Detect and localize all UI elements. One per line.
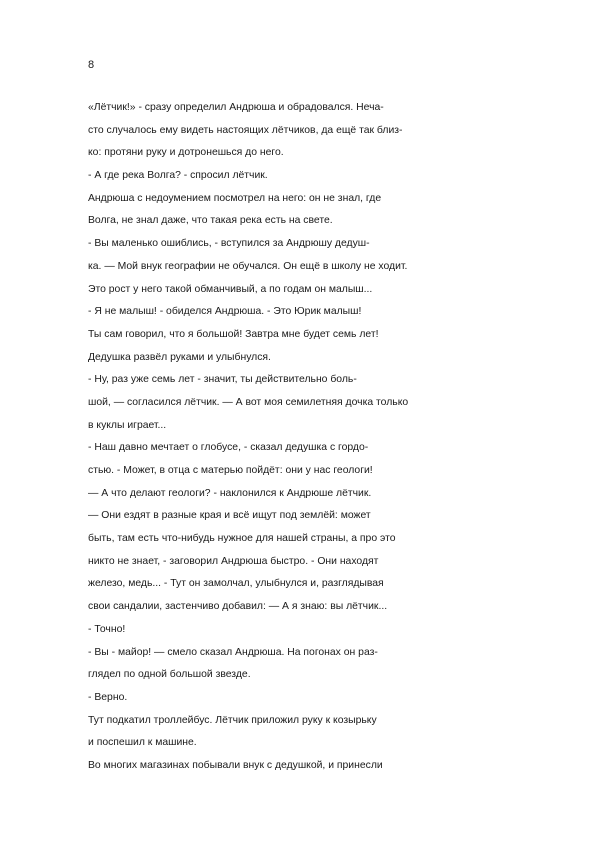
text-line: Во многих магазинах побывали внук с дедушкой, и принесли xyxy=(88,759,383,771)
body-text xyxy=(88,97,528,778)
text-line: ка. — Мой внук географии не обучался. Он ещё в школу не ходит. xyxy=(88,260,408,272)
page-number: 8 xyxy=(88,59,95,71)
text-line: Волга, не знал даже, что такая река есть на свете. xyxy=(88,215,333,227)
text-line: стью. - Может, в отца с матерью пойдёт: они у нас геологи! xyxy=(88,465,373,476)
text-line: железо, медь... - Тут он замолчал, улыбнулся и, разглядывая xyxy=(88,578,384,590)
text-line: сто случалось ему видеть настоящих лётчиков, да ещё так близ- xyxy=(88,124,403,136)
text-line: Тут подкатил троллейбус. Лётчик приложил руку к козырьку xyxy=(88,714,377,726)
text-line: - А где река Волга? - спросил лётчик. xyxy=(88,170,268,182)
text-line: — Они ездят в разные края и всё ищут под землёй: может xyxy=(88,510,371,522)
text-line: «Лётчик!» - сразу определил Андрюша и обрадовался. Неча- xyxy=(88,102,384,113)
text-line: - Ну, раз уже семь лет - значит, ты действительно боль- xyxy=(88,374,357,386)
text-line: глядел по одной большой звезде. xyxy=(88,669,251,681)
text-line: быть, там есть что-нибудь нужное для нашей страны, а про это xyxy=(88,533,396,545)
text-line: Дедушка развёл руками и улыбнулся. xyxy=(88,351,271,363)
text-line: Это рост у него такой обманчивый, а по годам он малыш... xyxy=(88,283,373,295)
text-line: - Наш давно мечтает о глобусе, - сказал дедушка с гордо- xyxy=(88,442,369,454)
text-line: Андрюша с недоумением посмотрел на него: он не знал, где xyxy=(88,192,382,204)
text-line: - Точно! xyxy=(88,623,126,635)
text-line: никто не знает, - заговорил Андрюша быстро. - Они находят xyxy=(88,555,379,567)
text-line: Ты сам говорил, что я большой! Завтра мне будет семь лет! xyxy=(88,328,379,340)
text-line: и поспешил к машине. xyxy=(88,737,197,749)
text-line: ко: протяни руку и дотронешься до него. xyxy=(88,147,284,159)
text-line: свои сандалии, застенчиво добавил: — А я знаю: вы лётчик... xyxy=(88,601,388,613)
text-line: в куклы играет... xyxy=(88,419,167,431)
text-line: - Верно. xyxy=(88,691,128,703)
text-line: - Вы - майор! — смело сказал Андрюша. На погонах он раз- xyxy=(88,646,378,658)
text-line: - Вы маленько ошиблись, - вступился за Андрюшу дедуш- xyxy=(88,238,370,250)
text-line: — А что делают геологи? - наклонился к Андрюше лётчик. xyxy=(88,487,372,499)
text-line: - Я не малыш! - обиделся Андрюша. - Это Юрик малыш! xyxy=(88,306,362,318)
text-line: шой, — согласился лётчик. — А вот моя семилетняя дочка только xyxy=(88,396,409,408)
